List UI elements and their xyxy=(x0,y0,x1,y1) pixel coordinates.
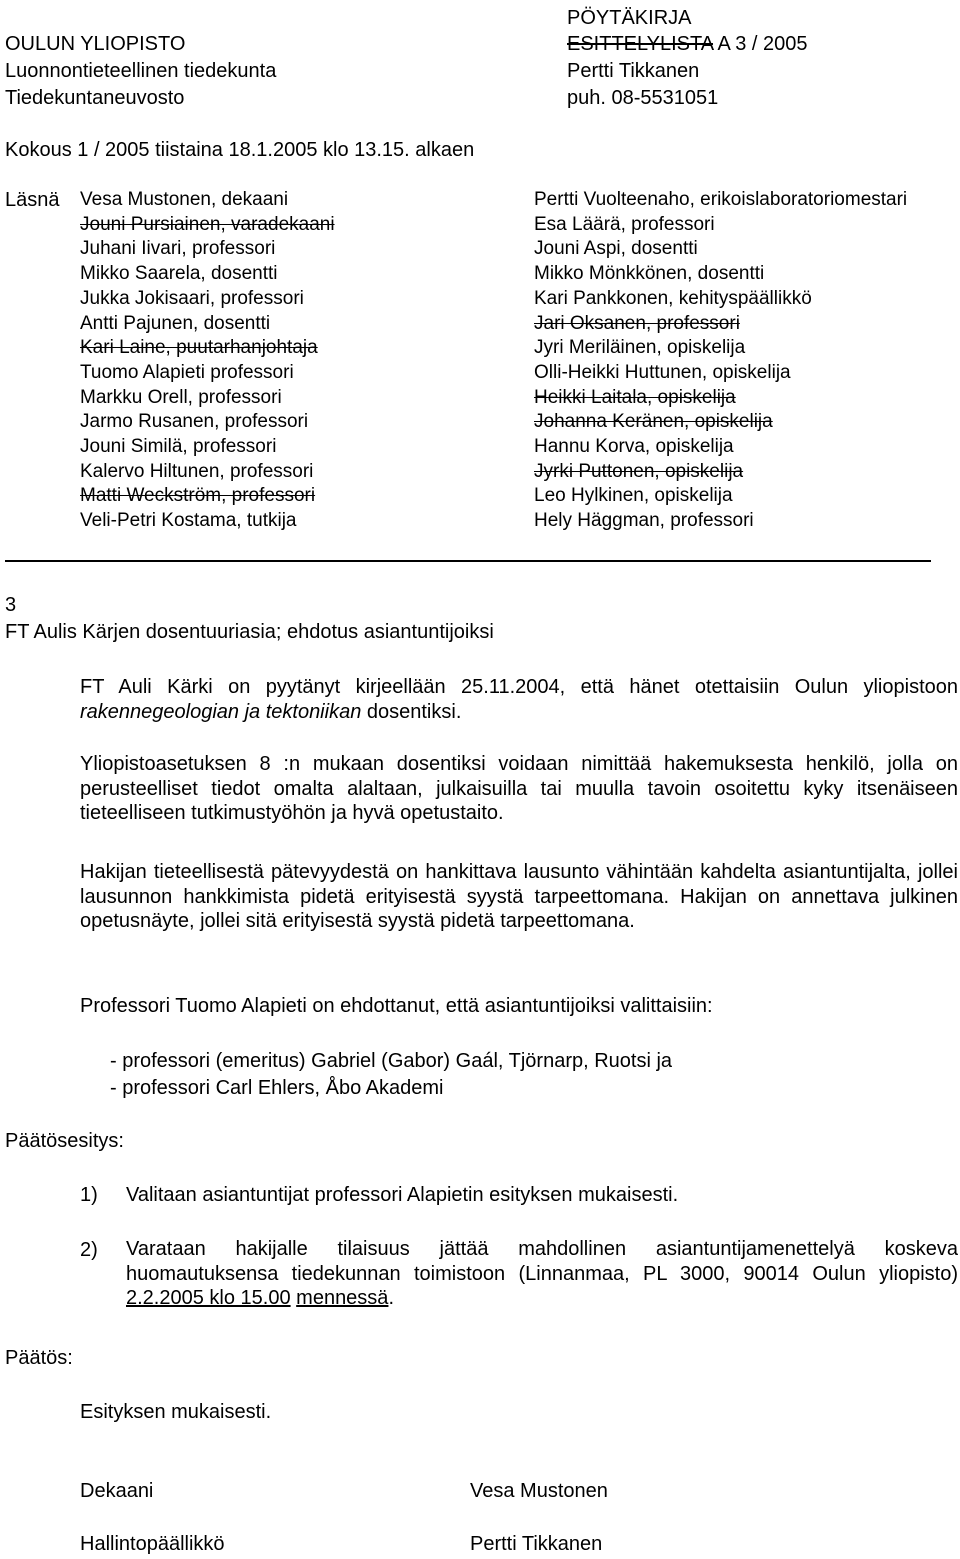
proposal-item-2-number: 2) xyxy=(80,1239,98,1261)
attendee-name: Kalervo Hiltunen, professori xyxy=(80,460,314,482)
signature-name-admin: Pertti Tikkanen xyxy=(470,1533,603,1555)
attendee-name: Jyrki Puttonen, opiskelija xyxy=(534,460,744,482)
attendee-name: Esa Läärä, professori xyxy=(534,213,715,235)
attendance-label: Läsnä xyxy=(5,189,60,211)
attendee-name: Tuomo Alapieti professori xyxy=(80,361,294,383)
list-reference xyxy=(567,32,808,56)
attendee-name: Johanna Keränen, opiskelija xyxy=(534,411,773,433)
document-type: PÖYTÄKIRJA xyxy=(567,7,692,29)
paragraph-application xyxy=(80,675,958,724)
attendee-name: Mikko Saarela, dosentti xyxy=(80,263,278,285)
decision-label: Päätös: xyxy=(5,1347,73,1369)
attendee-name: Jouni Similä, professori xyxy=(80,436,277,457)
attendee-name: Vesa Mustonen, dekaani xyxy=(80,189,289,210)
paragraph-decree: Yliopistoasetuksen 8 :n mukaan dosentiksi voidaan nimittää hakemuksesta henkilö, jolla on perusteelliset tiedot omalta alaltaan, julkaisuilla tai muulla tavoin osoitettu kyky itsenäiseen tieteelliseen tutkimustyöhön ja hyvä opetustaito. xyxy=(80,753,958,824)
expert-item: - professori Carl Ehlers, Åbo Akademi xyxy=(110,1077,444,1099)
attendee-name: Mikko Mönkkönen, dosentti xyxy=(534,263,765,285)
attendee-name: Jouni Aspi, dosentti xyxy=(534,238,698,260)
proposal-item-2 xyxy=(126,1237,958,1311)
p1-post: dosentiksi. xyxy=(361,700,462,723)
attendee-name: Kari Laine, puutarhanjohtaja xyxy=(80,337,318,359)
attendee-name: Pertti Vuolteenaho, erikoislaboratoriomestari xyxy=(534,189,908,210)
attendee-name: Jouni Pursiainen, varadekaani xyxy=(80,213,335,235)
signature-name-dean: Vesa Mustonen xyxy=(470,1480,608,1502)
attendee-name: Jukka Jokisaari, professori xyxy=(80,287,304,309)
decision-text: Esityksen mukaisesti. xyxy=(80,1401,272,1423)
deadline-word: mennessä xyxy=(296,1287,389,1309)
item-number: 3 xyxy=(5,594,17,616)
deadline-date: 2.2.2005 klo 15.00 xyxy=(126,1287,291,1309)
attendee-name: Jarmo Rusanen, professori xyxy=(80,411,309,433)
attendee-name: Hannu Korva, opiskelija xyxy=(534,436,734,457)
expert-item: - professori (emeritus) Gabriel (Gabor) Gaál, Tjörnarp, Ruotsi ja xyxy=(110,1050,673,1072)
council-name: Tiedekuntaneuvosto xyxy=(5,87,185,109)
attendee-name: Jari Oksanen, professori xyxy=(534,312,740,334)
page-label: A 3 / 2005 xyxy=(717,33,808,55)
attendee-name: Veli-Petri Kostama, tutkija xyxy=(80,510,297,532)
signature-role-admin: Hallintopäällikkö xyxy=(80,1533,225,1555)
signature-role-dean: Dekaani xyxy=(80,1480,154,1502)
item2-pre: Varataan hakijalle tilaisuus jättää mahdollinen asiantuntijamenettelyä koskeva huomautuksensa tiedekunnan toimistoon (Linnanmaa, PL 3000, 90014 Oulun yliopisto) xyxy=(126,1238,958,1285)
attendee-name: Leo Hylkinen, opiskelija xyxy=(534,485,733,507)
attendee-name: Kari Pankkonen, kehityspäällikkö xyxy=(534,287,812,309)
p1-emphasis: rakennegeologian ja tektoniikan xyxy=(80,700,362,723)
attendee-name: Olli-Heikki Huttunen, opiskelija xyxy=(534,361,791,383)
paragraph-qualification: Hakijan tieteellisestä pätevyydestä on hankittava lausunto vähintään kahdelta asiantuntijalta, jollei lausunnon hankkimista pidetä erityisestä syystä tarpeettomana. Hakijan on annettava julkinen opetusnäyte, jollei sitä erityisestä syystä pidetä tarpeettomana. xyxy=(80,861,958,932)
attendee-name: Markku Orell, professori xyxy=(80,386,282,408)
item-title: FT Aulis Kärjen dosentuuriasia; ehdotus asiantuntijoiksi xyxy=(5,621,494,643)
attendee-name: Juhani Iivari, professori xyxy=(80,238,276,260)
proposal-label: Päätösesitys: xyxy=(5,1130,124,1152)
attendee-name: Hely Häggman, professori xyxy=(534,510,754,532)
proposal-item-1: Valitaan asiantuntijat professori Alapietin esityksen mukaisesti. xyxy=(126,1184,679,1206)
meeting-info: Kokous 1 / 2005 tiistaina 18.1.2005 klo 13.15. alkaen xyxy=(5,139,475,161)
item2-post: . xyxy=(388,1287,394,1309)
university-name: OULUN YLIOPISTO xyxy=(5,33,186,55)
p1-pre: FT Auli Kärki on pyytänyt kirjeellään 25.11.2004, että hänet otettaisiin Oulun yliopistoon xyxy=(80,676,958,698)
paragraph-proposal: Professori Tuomo Alapieti on ehdottanut, että asiantuntijoiksi valittaisiin: xyxy=(80,995,713,1017)
phone-number: puh. 08-5531051 xyxy=(567,87,719,109)
esittelylista-label: ESITTELYLISTA xyxy=(567,33,713,55)
attendee-name: Antti Pajunen, dosentti xyxy=(80,312,271,334)
attendee-name: Jyri Meriläinen, opiskelija xyxy=(534,337,746,359)
attendee-name: Matti Weckström, professori xyxy=(80,485,316,507)
section-divider xyxy=(5,560,931,562)
presenter-name: Pertti Tikkanen xyxy=(567,60,700,82)
attendee-name: Heikki Laitala, opiskelija xyxy=(534,386,736,408)
proposal-item-1-number: 1) xyxy=(80,1184,98,1206)
faculty-name: Luonnontieteellinen tiedekunta xyxy=(5,60,277,82)
